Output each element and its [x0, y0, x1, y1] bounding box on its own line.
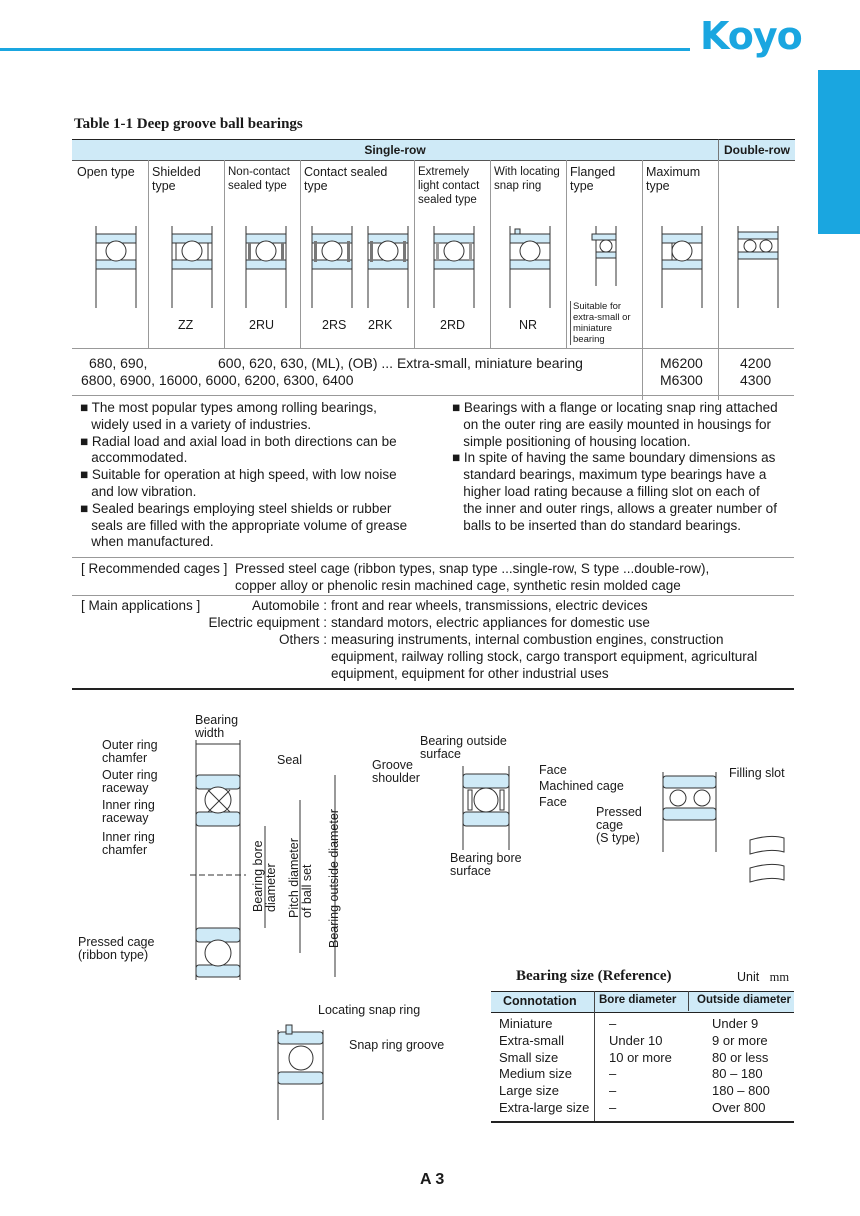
- app-val: measuring instruments, internal combustion engines, construction: [331, 632, 724, 647]
- snap-ring-diagram: [275, 1020, 335, 1120]
- features-right: [452, 400, 797, 534]
- section-tab: [818, 70, 860, 234]
- feature-item: ■ Sealed bearings employing steel shields or rubber seals are filled with the appropriate volume of grease when manufactured.: [80, 500, 408, 550]
- label-snap-ring-groove: Snap ring groove: [349, 1038, 445, 1052]
- series-line1b: 600, 620, 630, (ML), (OB) ... Extra-small, miniature bearing: [218, 355, 583, 371]
- row-divider: [72, 557, 794, 558]
- header-connotation: Connotation: [503, 994, 577, 1008]
- col-flanged: Flanged type: [570, 165, 616, 193]
- feature-item: ■ In spite of having the same boundary dimensions as standard bearings, maximum type bearings have a higher load rating because a filling slot on each of the inner and outer rings, allows a greater number of balls to be inserted than do standard bearings.: [452, 450, 777, 533]
- filling-slot-diagram: [660, 772, 800, 892]
- header-outside-diameter: Outside diameter: [697, 994, 791, 1006]
- shielded-type-icon: [172, 226, 212, 308]
- page-number: A 3: [420, 1171, 445, 1188]
- col-snap-ring: With locating snap ring: [494, 166, 560, 192]
- app-key-others: Others :: [278, 632, 327, 647]
- col-open-type: Open type: [77, 165, 135, 179]
- code-zz: ZZ: [178, 318, 194, 332]
- col-sep: [688, 991, 689, 1011]
- size-col-outside: Under 9 9 or more 80 or less 80 – 180 180 – 800 Over 800: [712, 1016, 770, 1115]
- series-dbl1: 4200: [740, 355, 772, 371]
- flanged-note: Suitable for extra-small or miniature bearing: [570, 301, 639, 345]
- label-bore-diameter: Bearing bore diameter: [251, 840, 278, 912]
- header-bore-diameter: Bore diameter: [599, 994, 677, 1006]
- row-divider: [72, 595, 794, 596]
- double-row-icon: [738, 226, 778, 308]
- contact-sealed-2rk-icon: [368, 226, 408, 308]
- machined-cage-diagram: [460, 766, 520, 850]
- app-key-automobile: Automobile :: [251, 598, 327, 613]
- row-divider: [72, 348, 794, 349]
- snap-ring-icon: [510, 226, 550, 308]
- label-inner-ring-raceway: Inner ring raceway: [102, 798, 155, 825]
- label-inner-ring-chamfer: Inner ring chamfer: [102, 830, 155, 857]
- label-machined-cage: Machined cage: [539, 779, 624, 793]
- contact-sealed-2rs-icon: [312, 226, 352, 308]
- size-table-title: Bearing size (Reference): [516, 968, 672, 984]
- label-filling-slot: Filling slot: [729, 766, 785, 780]
- series-max2: M6300: [660, 372, 703, 388]
- non-contact-sealed-icon: [246, 226, 286, 308]
- feature-item: ■ Suitable for operation at high speed, with low noise and low vibration.: [80, 467, 397, 499]
- flanged-type-icon: [592, 226, 616, 286]
- label-face-2: Face: [539, 795, 567, 809]
- series-line2: 6800, 6900, 16000, 6000, 6200, 6300, 6400: [81, 372, 354, 388]
- col-shielded-type: Shielded type: [152, 165, 201, 193]
- col-maximum: Maximum type: [646, 165, 701, 193]
- size-col-connotation: Miniature Extra-small Small size Medium size Large size Extra-large size: [499, 1016, 590, 1115]
- table-title: Table 1-1 Deep groove ball bearings: [74, 116, 303, 132]
- feature-item: ■ Radial load and axial load in both directions can be accommodated.: [80, 433, 397, 466]
- maximum-type-icon: [662, 226, 702, 308]
- label-bore-surface: Bearing bore surface: [450, 851, 522, 878]
- header-rule: [0, 48, 690, 51]
- label-groove-shoulder: Groove shoulder: [372, 758, 420, 785]
- code-2rk: 2RK: [368, 318, 393, 332]
- cages-line1: Pressed steel cage (ribbon types, snap type ...single-row, S type ...double-row),: [235, 561, 710, 576]
- size-table-bottom-rule: [491, 1121, 794, 1123]
- label-locating-snap-ring: Locating snap ring: [318, 1003, 421, 1017]
- app-val: equipment, equipment for other industrial uses: [331, 666, 609, 681]
- extremely-light-sealed-icon: [434, 226, 474, 308]
- bearing-type-icons: [72, 226, 794, 308]
- label-outer-ring-raceway: Outer ring raceway: [102, 768, 158, 795]
- series-dbl2: 4300: [740, 372, 772, 388]
- app-key-electric: Electric equipment :: [208, 615, 327, 630]
- single-row-header: Single-row: [72, 139, 718, 161]
- app-val: standard motors, electric appliances for domestic use: [331, 615, 650, 630]
- col-non-contact: Non-contact sealed type: [228, 166, 291, 192]
- series-max1: M6200: [660, 355, 703, 371]
- row-divider: [72, 395, 794, 396]
- label-bearing-width: Bearing width: [195, 713, 239, 740]
- app-val: equipment, railway rolling stock, cargo transport equipment, agricultural: [331, 649, 758, 664]
- code-2rd: 2RD: [440, 318, 466, 332]
- code-2ru: 2RU: [249, 318, 275, 332]
- label-outer-ring-chamfer: Outer ring chamfer: [102, 738, 158, 765]
- series-line1a: 680, 690,: [89, 355, 148, 371]
- feature-item: ■ Bearings with a flange or locating snap ring attached on the outer ring are easily mounted in housings for simple positioning of housing location.: [452, 400, 778, 449]
- features-left: [80, 400, 430, 551]
- table-bottom-rule: [72, 688, 794, 690]
- size-unit: Unit mm: [737, 970, 790, 984]
- applications-label: [ Main applications ]: [81, 598, 201, 613]
- double-row-header: Double-row: [718, 139, 795, 161]
- size-table-header: [491, 991, 794, 1013]
- feature-item: ■ The most popular types among rolling bearings, widely used in a variety of industries.: [80, 400, 377, 432]
- label-face-1: Face: [539, 763, 567, 777]
- label-seal: Seal: [277, 753, 303, 767]
- col-contact-sealed: Contact sealed type: [304, 165, 388, 193]
- col-sep: [594, 991, 595, 1121]
- cages-label: [ Recommended cages ]: [81, 561, 228, 576]
- label-outside-surface: Bearing outside surface: [420, 734, 507, 761]
- code-nr: NR: [519, 318, 538, 332]
- label-outside-diameter: Bearing outside diameter: [327, 809, 341, 948]
- label-pressed-cage: Pressed cage (ribbon type): [78, 935, 155, 962]
- label-pressed-cage-s: Pressed cage (S type): [596, 805, 642, 845]
- brand-logo: Koyo: [700, 14, 802, 58]
- app-val: front and rear wheels, transmissions, electric devices: [331, 598, 648, 613]
- label-pitch-diameter: Pitch diameter of ball set: [287, 838, 314, 918]
- size-col-bore: – Under 10 10 or more – – –: [609, 1016, 672, 1115]
- open-type-icon: [96, 226, 136, 308]
- col-extremely-light: Extremely light contact sealed type: [418, 166, 480, 206]
- cages-line2: copper alloy or phenolic resin machined cage, synthetic resin molded cage: [235, 578, 681, 593]
- code-2rs: 2RS: [322, 318, 347, 332]
